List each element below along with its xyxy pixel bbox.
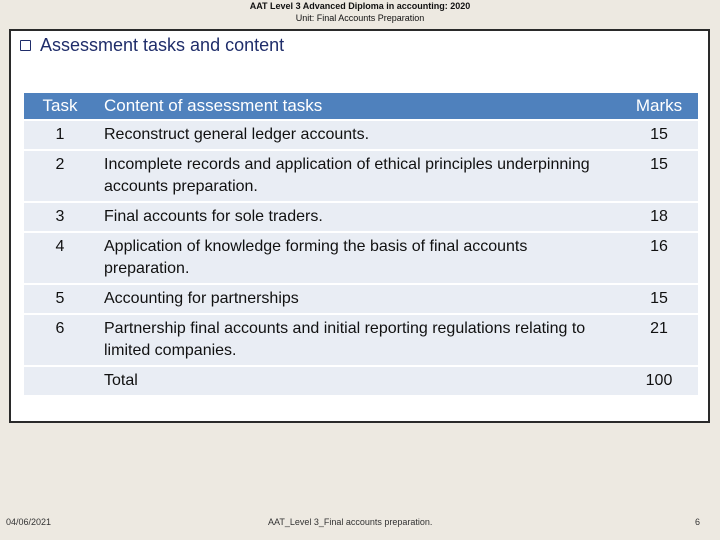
total-label: Total — [96, 367, 620, 395]
task-marks: 21 — [620, 315, 698, 365]
task-marks: 16 — [620, 233, 698, 283]
task-content: Incomplete records and application of ethical principles underpinning accounts preparation. — [96, 151, 620, 201]
total-row — [24, 367, 698, 395]
task-content: Application of knowledge forming the basis of final accounts preparation. — [96, 233, 620, 283]
table-row — [24, 233, 698, 283]
table-row — [24, 121, 698, 149]
header-title: AAT Level 3 Advanced Diploma in accounting: 2020 — [249, 1, 471, 11]
section-heading — [20, 35, 284, 56]
task-number: 3 — [24, 203, 96, 231]
task-marks: 15 — [620, 285, 698, 313]
section-heading-text: Assessment tasks and content — [40, 35, 285, 55]
table-header-row — [24, 93, 698, 119]
content-frame — [9, 29, 710, 423]
task-marks: 15 — [620, 151, 698, 201]
table-row — [24, 285, 698, 313]
column-header-task: Task — [24, 93, 96, 119]
page-number: 6 — [695, 517, 701, 527]
task-content: Partnership final accounts and initial reporting regulations relating to limited companies. — [96, 315, 620, 365]
task-content: Final accounts for sole traders. — [96, 203, 620, 231]
table-row — [24, 151, 698, 201]
task-marks: 15 — [620, 121, 698, 149]
footer-date: 04/06/2021 — [6, 517, 52, 527]
total-empty-cell — [24, 367, 96, 395]
task-number: 4 — [24, 233, 96, 283]
column-header-content: Content of assessment tasks — [96, 93, 620, 119]
column-header-marks: Marks — [620, 93, 698, 119]
task-content: Accounting for partnerships — [96, 285, 620, 313]
assessment-table — [24, 91, 698, 397]
task-marks: 18 — [620, 203, 698, 231]
table-row — [24, 203, 698, 231]
header-subtitle: Unit: Final Accounts Preparation — [295, 13, 425, 23]
footer-title: AAT_Level 3_Final accounts preparation. — [268, 517, 433, 527]
table-row — [24, 315, 698, 365]
checkbox-bullet-icon — [20, 40, 31, 51]
total-marks: 100 — [620, 367, 698, 395]
task-number: 5 — [24, 285, 96, 313]
task-content: Reconstruct general ledger accounts. — [96, 121, 620, 149]
task-number: 1 — [24, 121, 96, 149]
task-number: 6 — [24, 315, 96, 365]
task-number: 2 — [24, 151, 96, 201]
